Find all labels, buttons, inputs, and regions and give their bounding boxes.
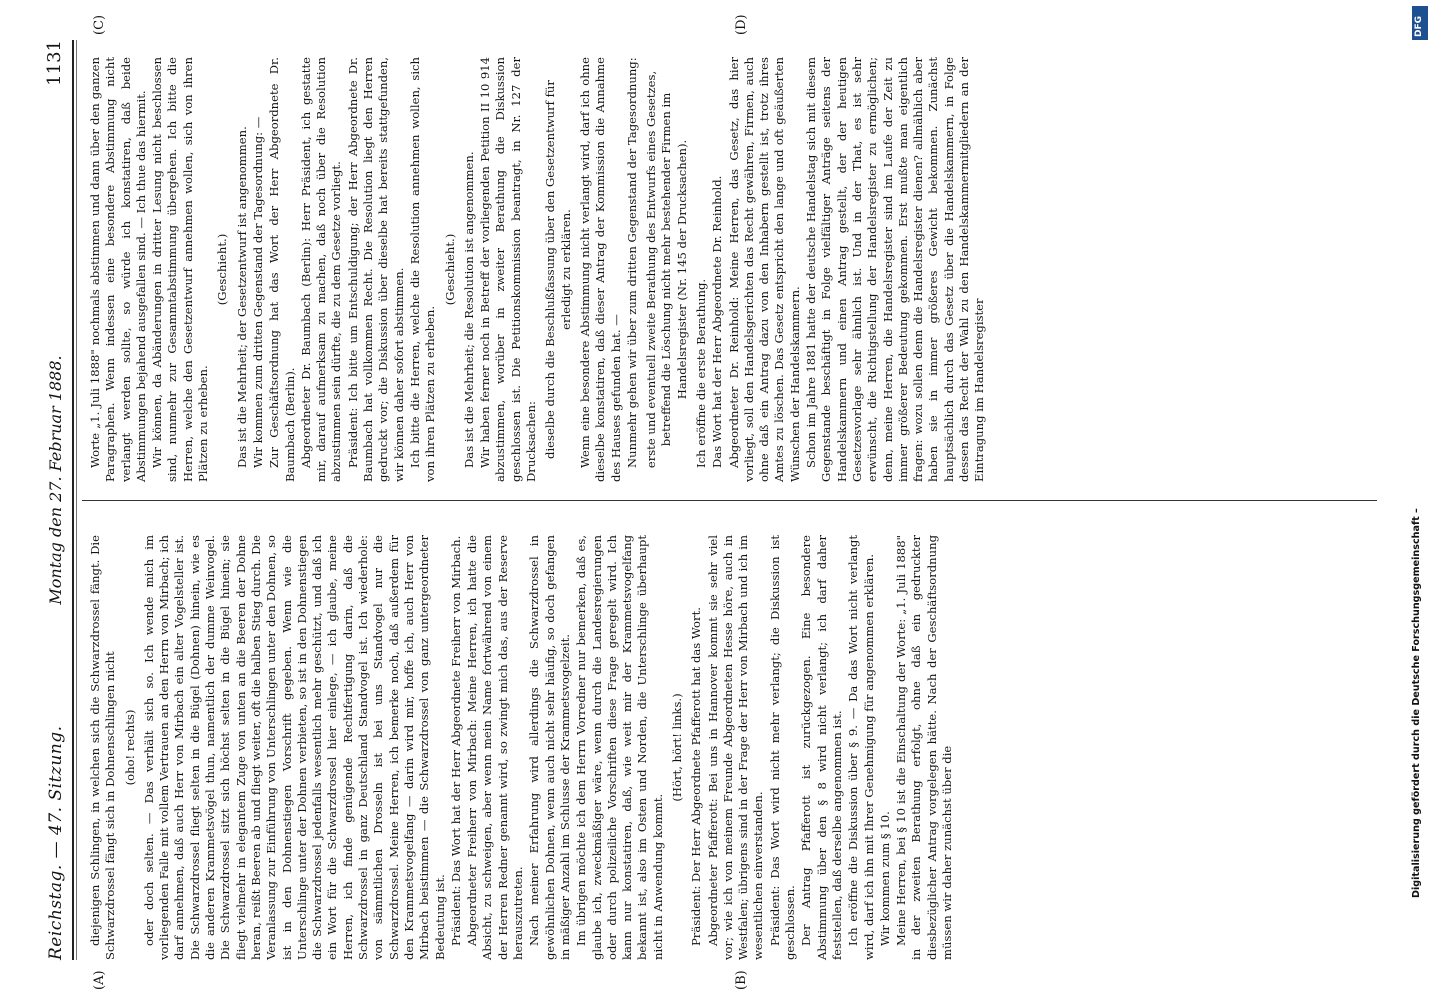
paragraph: Im übrigen möchte ich dem Herrn Vorredner nur bemerken, daß es, glaube ich, zweckmäßiger wäre, wenn durch die Landesregierungen oder durch polizeiliche Vorschriften diese Frage geregelt wird. Ich kann nur konstatiren, daß, wie weit mir der Krammetsvogelfang bekannt ist, also im Osten und Norden, die Unterschlinge überhaupt nicht in Anwendung kommt. [574,535,665,960]
paragraph: Ich eröffne die erste Berathung. [693,278,708,468]
dfg-logo [1412,6,1428,40]
header-left: Reichstag. — 47. Sitzung. [46,725,66,960]
centered-line: erste und eventuell zweite Berathung des Entwurfs eines Gesetzes, betreffend die Löschung nicht mehr bestehender Firmen im Handelsregister (Nr. 145 der Drucksachen). [644,70,689,469]
centered-line: (Geschieht.) [215,233,230,306]
margin-mark-c: (C) [92,14,107,35]
page-content [34,14,1394,990]
dfg-logo-text: DFG [1414,15,1424,37]
paragraph: Abgeordneter Pfafferott: Bei uns in Hannover kommt sie sehr viel vor; wie ich von meinem Freunde Abgeordneten Hesse höre, auch in Westfalen; übrigens sind in der Frage der Herr von Mirbach und ich im wesentlichen einverstanden. [705,535,766,960]
paragraph: Nunmehr gehen wir über zum dritten Gegenstand der Tagesordnung: [624,57,639,468]
paragraph: Präsident: Das Wort wird nicht mehr verlangt; die Diskussion ist geschlossen. [767,535,798,960]
paragraph: Zur Geschäftsordnung hat das Wort der Herr Abgeordnete Dr. Baumbach (Berlin). [267,57,297,482]
paragraph: Nach meiner Erfahrung wird allerdings die Schwarzdrossel in gewöhnlichen Dohnen, wenn auch nicht sehr häufig, so doch gefangen in mäßiger Anzahl im Schlusse der Krammetsvogelzeit. [527,535,572,960]
page-number: 1131 [44,40,65,86]
left-text-column [88,535,956,960]
header-date: Montag den 27. Februar 1888. [46,355,65,605]
paragraph: Wenn eine besondere Abstimmung nicht verlangt wird, darf ich ohne dieselbe konstatiren, daß dieser Antrag der Kommission die Annahme des Hauses gefunden hat. — [577,57,623,482]
header-rule-thin [76,40,77,960]
paragraph: Abgeordneter Dr. Reinhold: Meine Herren, das Gesetz, das hier vorliegt, soll den Handelsgerichten das Recht gewähren, Firmen, auch ohne daß ein Antrag dazu von den Inhabern gestellt ist, trotz ihres Amtes zu löschen. Das Gesetz entspricht den lange und oft geäußerten Wünschen der Handelskammern. [726,57,802,482]
running-header [34,40,78,960]
paragraph: Wir haben ferner noch in Betreff der vorliegenden Petition II 10 914 abzustimmen, worüber in zweiter Berathung die Diskussion geschlossen ist. Die Petitionskommission beantragt, in Nr. 127 der Drucksachen: [478,57,539,482]
paragraph: Wir kommen zum § 10. [877,811,892,946]
paragraph: Abgeordneter Dr. Baumbach (Berlin): Herr Präsident, ich gestatte mir, darauf aufmerksam zu machen, daß noch über die Resolution abzustimmen sein dürfte, die zu dem Gesetze vorliegt. [298,57,344,482]
paragraph: Präsident: Ich bitte um Entschuldigung; der Herr Abgeordnete Dr. Baumbach hat vollkommen Recht. Die Resolution liegt den Herren gedruckt vor; die Diskussion über dieselbe hat bereits stattgefunden, wir können daher sofort abstimmen. [345,57,406,482]
paragraph: Abgeordneter Freiherr von Mirbach: Meine Herren, ich hatte die Absicht, zu schweigen, aber wenn mein Name fortwährend von einem der Herren Redner genannt wird, so zwingt mich das, aus der Reserve herauszutreten. [465,535,526,960]
column-divider [82,500,1377,501]
centered-line: dieselbe durch die Beschlußfassung über den Gesetzentwurf für erledigt zu erklären. [543,80,573,459]
centered-line: (Hört, hört! links.) [669,693,684,802]
centered-line: (oho! rechts) [122,709,137,786]
paragraph: Schon im Jahre 1881 hatte der deutsche Handelstag sich mit diesem Gegenstande beschäftigt in Folge vielfältiger Anträge seitens der Handelskammern und einen Antrag gestellt, der der heutigen Gesetzesvorlage sehr ähnlich ist. Und in der That, es ist sehr erwünscht, die Richtigstellung der Handelsregister zu ermöglichen; denn, meine Herren, die Handelsregister sind im Laufe der Zeit zu immer größerer Bedeutung gekommen. Erst mußte man eigentlich fragen: wozu sollen denn die Handelsregister dienen? allmählich aber haben sie in immer größeres Gewicht bekommen. Zunächst hauptsächlich durch das Gesetz über die Handelskammern, in Folge dessen das Recht der Wahl zu den Handelskammermitgliedern an der Eintragung im Handelsregister [804,57,987,482]
paragraph: Präsident: Der Herr Abgeordnete Pfafferott hat das Wort. [689,607,704,946]
paragraph: Meine Herren, bei § 10 ist die Einschaltung der Worte: „1. Juli 1888" in der zweiten Berathung erfolgt, ohne daß ein gedruckter diesbezüglicher Antrag vorgelegen hätte. Nach der Geschäftsordnung müssen wir daher zunächst über die [894,535,955,960]
paragraph: Präsident: Das Wort hat der Herr Abgeordnete Freiherr von Mirbach. [448,535,463,946]
paragraph: Der Antrag Pfafferott ist zurückgezogen. Eine besondere Abstimmung über den § 8 wird nicht verlangt; ich darf daher feststellen, daß derselbe angenommen ist. [799,535,844,960]
margin-mark-a: (A) [92,970,107,990]
paragraph: Ich eröffne die Diskussion über § 9. — Da das Wort nicht verlangt wird, darf ich ihn mit Ihrer Genehmigung für angenommen erklären. [846,535,876,960]
paragraph: Das ist die Mehrheit; die Resolution ist angenommen. [461,151,476,468]
paragraph: Worte „1. Juli 1888" nochmals abstimmen und dann über den ganzen Paragraphen. Wenn indessen eine besondere Abstimmung nicht verlangt werden sollte, so würde ich konstatiren, daß beide Abstimmungen bejahend ausgefallen sind. — Ich thue das hiermit. [88,57,148,482]
paragraph: Das Wort hat der Herr Abgeordnete Dr. Reinhold. [710,175,725,468]
header-rule [72,40,74,960]
centered-line: (Geschieht.) [442,233,457,306]
paragraph: Wir kommen zum dritten Gegenstand der Tagesordnung: — [250,116,265,468]
paragraph: Wir können, da Abänderungen in dritter Lesung nicht beschlossen sind, nunmehr zur Gesammtabstimmung übergehen. Ich bitte die Herren, welche den Gesetzentwurf annehmen wollen, sich von ihren Plätzen zu erheben. [150,57,211,482]
margin-mark-b: (B) [734,970,749,990]
right-text-column [88,57,989,482]
digitization-note [1409,8,1431,908]
paragraph: Das ist die Mehrheit; der Gesetzentwurf ist angenommen. [234,126,249,468]
digitization-text: Digitalisierung gefördert durch die Deutsche Forschungsgemeinschaft – [1411,508,1422,898]
margin-mark-d: (D) [734,14,749,35]
paragraph: oder doch selten. — Das verhält sich so. Ich wende mich im vorliegenden Falle mit vollem Vertrauen an den Herrn von Mirbach; ich darf annehmen, daß auch Herr von Mirbach ein alter Vogelsteller ist. Die Schwarzdrossel fliegt selten in die Bügel (Dohnen) hinein, wie es die anderen Krammetsvögel thun, namentlich der dumme Weinvogel. Die Schwarzdrossel sitzt sich höchst selten in die Bügel hinein; sie fliegt vielmehr in elegantem Zuge von unten an die Beeren der Dohne heran, reißt Beeren ab und fliegt weiter, oft die halben Stieg durch. Die Veranlassung zur Einführung von Unterschlingen unter den Dohnen, so ist in den Dohnenstiegen Vorschrift gegeben. Wenn wie die Unterschlinge unter der Dohnen verbieten, so ist in den Dohnenstiegen die Schwarzdrossel jedenfalls wesentlich mehr geschützt, und daß ich ein Wort für die Schwarzdrossel hier einlege, — ich glaube, meine Herren, ich finde genügende Rechtfertigung darin, daß die Schwarzdrossel in ganz Deutschland Standvogel ist. Ich wiederhole: von sämmtlichen Drosseln ist bei uns Standvogel nur die Schwarzdrossel. Meine Herren, ich bemerke noch, daß außerdem für den Krammetsvogelfang — darin wird mir, hoffe ich, auch Herr von Mirbach beistimmen — die Schwarzdrossel von ganz untergeordneter Bedeutung ist. [141,535,447,960]
paragraph: Ich bitte die Herren, welche die Resolution annehmen wollen, sich von ihren Plätzen zu erheben. [407,57,438,482]
paragraph: diejenigen Schlingen, in welchen sich die Schwarzdrossel fängt. Die Schwarzdrossel fängt sich in Dohnenschlingen nicht [88,535,118,960]
